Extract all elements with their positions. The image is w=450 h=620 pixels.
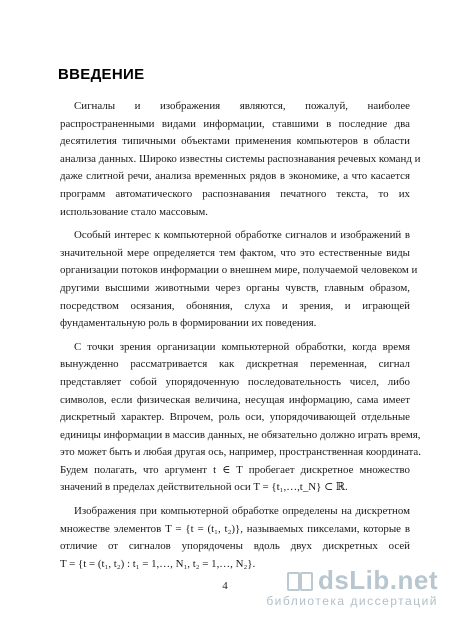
page-number: 4: [222, 580, 228, 592]
text-line: распространенными видами информации, ставшими в последние два: [60, 117, 410, 130]
text-line: С точки зрения организации компьютерной обработки, когда время: [74, 340, 410, 353]
text-line: единицы информации в массив данных, не обязательно должно играть время,: [60, 428, 421, 441]
text-line: фундаментальную роль в формировании их поведения.: [60, 317, 317, 330]
text-line: даже слитной речи, анализа временных рядов в экономике, а что касается: [60, 170, 410, 183]
text-line: организации потоков информации о внешнем мире, получаемой человеком и: [60, 264, 418, 277]
text-line: анализа данных. Широко известны системы распознавания речевых команд и: [60, 152, 421, 165]
book-icon: [286, 570, 314, 594]
paragraph-3: [60, 339, 421, 497]
formula-line: T = {t = (t₁, t₂) : t₁ = 1,…, N₁, t₂ = 1,…, N₂}.: [60, 557, 256, 570]
watermark: [266, 566, 438, 608]
body-text: [60, 98, 421, 579]
section-heading: ВВЕДЕНИЕ: [58, 66, 145, 83]
text-line: отличие от сигналов упорядочены вдоль двух дискретных осей: [60, 540, 410, 553]
text-line: посредством осязания, обоняния, слуха и зрения, и играющей: [60, 299, 410, 312]
watermark-logo: [266, 566, 438, 594]
text-line: Будем полагать, что аргумент t ∈ T пробегает дискретное множество: [60, 463, 410, 476]
text-line: десятилетия типичными объектами применения компьютеров в области: [60, 135, 410, 148]
formula-line: значений в пределах действительной оси T = {t₁,…,t_N} ⊂ ℝ.: [60, 481, 348, 494]
text-line: символов, если физическая величина, несущая информацию, сама имеет: [60, 393, 410, 406]
watermark-logo-text: dsLib.net: [317, 565, 438, 595]
text-line: другими высшими животными через органы чувств, главным образом,: [60, 281, 410, 294]
text-line: Сигналы и изображения являются, пожалуй, наиболее: [74, 100, 410, 112]
watermark-subtitle: библиотека диссертаций: [266, 594, 438, 609]
text-line: вынужденно рассматривается как дискретная переменная, сигнал: [60, 358, 410, 371]
text-line: программ автоматического распознавания печатного текста, то их: [60, 187, 410, 200]
paragraph-4: [60, 503, 410, 573]
text-line: Изображения при компьютерной обработке определены на дискретном: [74, 505, 410, 518]
text-line: множестве элементов T = {t = (t₁, t₂)}, называемых пикселами, которые в: [60, 522, 410, 535]
paragraph-1: [60, 98, 421, 221]
text-line: Особый интерес к компьютерной обработке сигналов и изображений в: [74, 229, 410, 242]
text-line: значительной мере определяется тем фактом, что это естественные виды: [60, 246, 410, 259]
text-line: представляет собой упорядоченную последовательность чисел, либо: [60, 375, 410, 388]
text-line: дискретный характер. Впрочем, роль оси, упорядочивающей отдельные: [60, 411, 410, 424]
text-line: использование стало массовым.: [60, 205, 209, 218]
paragraph-2: [60, 227, 418, 333]
text-line: это может быть и любая другая ось, например, пространственная координата.: [60, 446, 421, 459]
